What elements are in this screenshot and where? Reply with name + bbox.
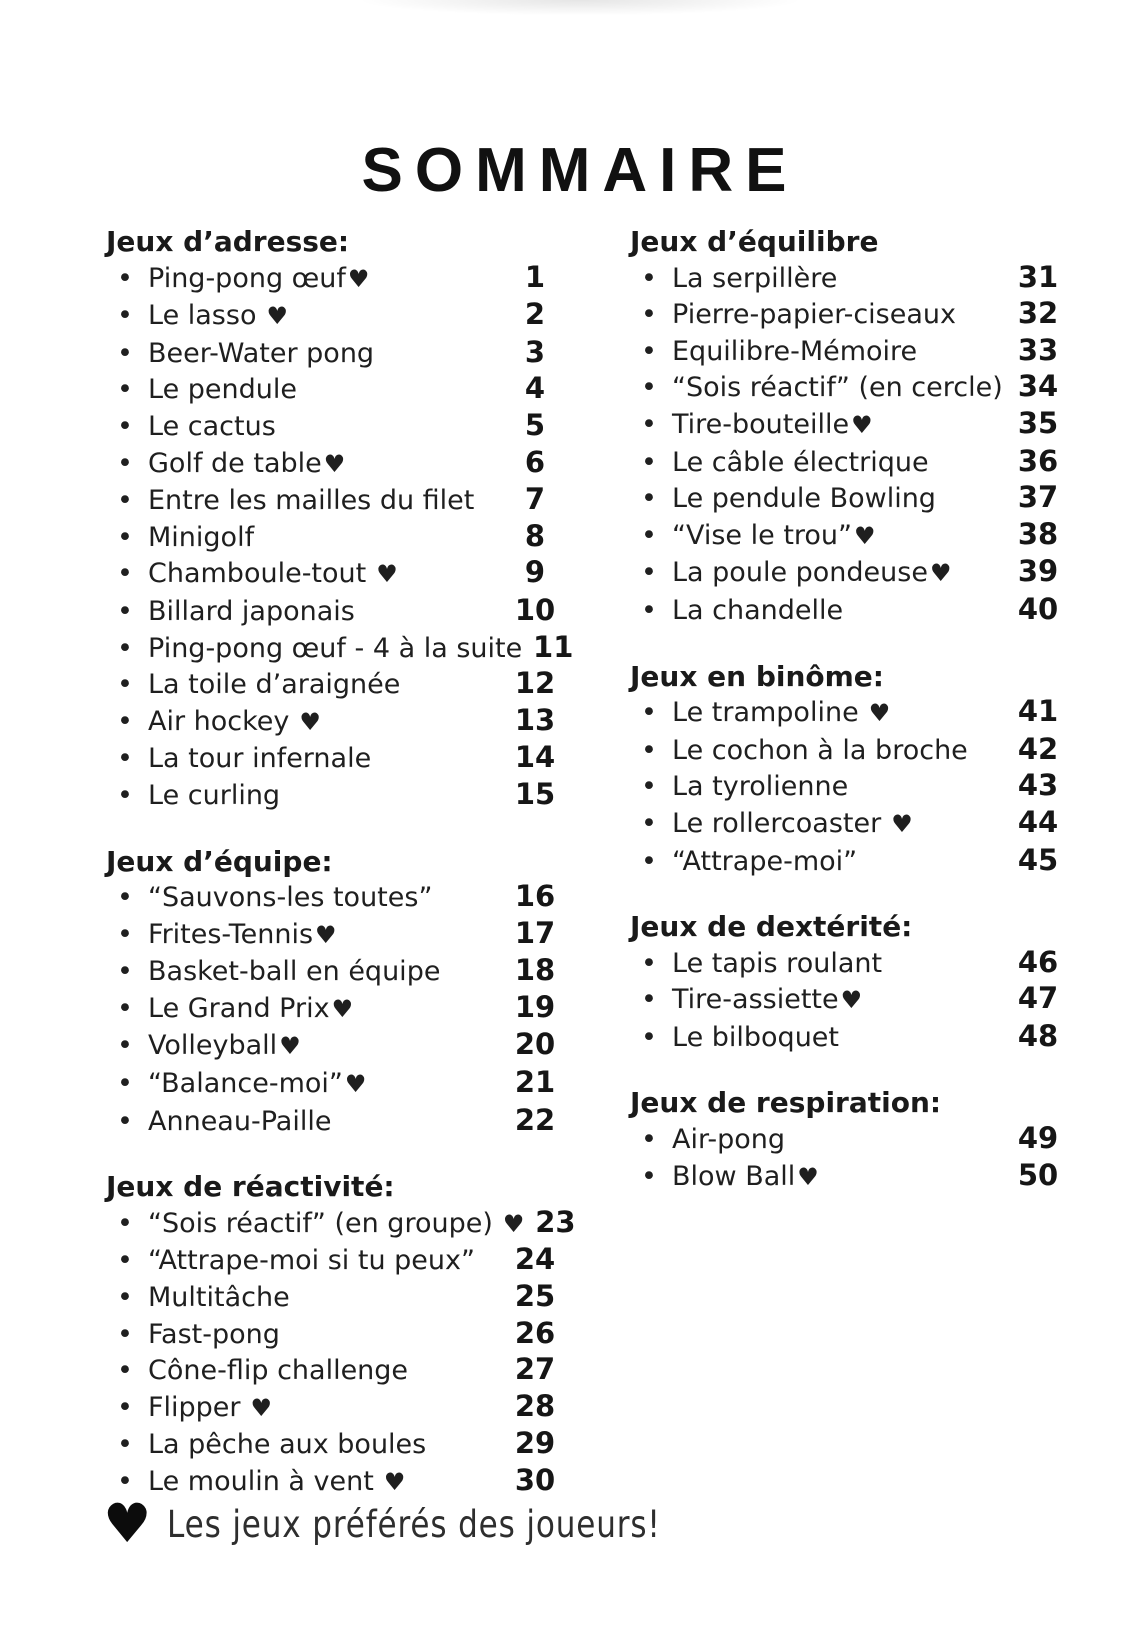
toc-item	[106, 953, 566, 990]
page-number: 15	[514, 776, 556, 811]
item-label: Le cactus	[148, 410, 276, 442]
section-heading: Jeux de dextérité:	[630, 910, 913, 944]
item-label: Equilibre-Mémoire	[672, 335, 918, 367]
toc-item	[630, 981, 1069, 1019]
item-label: Billard japonais	[148, 595, 355, 627]
item-label: “Sauvons-les toutes”	[148, 882, 433, 914]
bullet-icon: •	[117, 485, 133, 517]
bullet-icon: •	[117, 337, 133, 369]
toc-item	[106, 445, 566, 483]
item-label: “Attrape-moi si tu peux”	[148, 1245, 475, 1277]
toc-section	[630, 224, 1069, 629]
toc-item	[106, 1027, 566, 1065]
item-label: Cône-flip challenge	[148, 1355, 409, 1387]
item-label: Flipper ♥	[148, 1391, 273, 1423]
item-label: Basket-ball en équipe	[148, 956, 441, 988]
heart-icon: ♥	[376, 560, 398, 589]
item-label: Ping-pong œuf - 4 à la suite	[148, 632, 523, 664]
toc-section	[630, 659, 1069, 880]
item-label: La tyrolienne	[672, 771, 849, 803]
bullet-icon: •	[117, 1466, 133, 1497]
toc-section	[106, 224, 574, 814]
page-number: 13	[514, 702, 556, 737]
bullet-icon: •	[117, 918, 133, 950]
page-number: 50	[1017, 1157, 1059, 1192]
toc-item	[106, 519, 566, 556]
heart-icon: ♥	[383, 1468, 406, 1496]
bullet-icon: •	[641, 519, 657, 551]
bullet-icon: •	[117, 447, 133, 479]
bullet-icon: •	[641, 947, 657, 979]
heart-icon: ♥	[891, 809, 913, 838]
heart-icon: ♥	[854, 521, 876, 550]
bullet-icon: •	[641, 408, 657, 440]
page-number: 20	[514, 1027, 556, 1062]
item-label: Le curling	[148, 779, 281, 811]
toc-section	[630, 909, 1069, 1055]
toc-item	[106, 629, 574, 667]
page-number: 40	[1017, 591, 1059, 626]
item-label: Le rollercoaster ♥	[672, 807, 913, 839]
page-number: 39	[1017, 554, 1059, 589]
page-number: 4	[524, 371, 546, 406]
bullet-icon: •	[641, 807, 657, 839]
bullet-icon: •	[117, 262, 133, 294]
bullet-icon: •	[641, 1160, 657, 1192]
page-number: 48	[1017, 1018, 1059, 1053]
bullet-icon: •	[641, 734, 657, 766]
bullet-icon: •	[117, 992, 133, 1024]
bullet-icon: •	[117, 705, 133, 737]
toc-item	[630, 592, 1069, 629]
toc-item	[106, 335, 566, 372]
bullet-icon: •	[641, 697, 657, 729]
bullet-icon: •	[117, 956, 133, 988]
bullet-icon: •	[641, 557, 657, 589]
page-number: 26	[514, 1315, 556, 1350]
page-number: 10	[514, 592, 556, 627]
item-label: Le trampoline ♥	[672, 697, 891, 729]
toc-item	[630, 517, 1069, 555]
toc-item	[106, 740, 566, 777]
page-number: 35	[1017, 405, 1059, 440]
item-label: Le pendule Bowling	[672, 483, 936, 515]
toc-section	[106, 844, 566, 1140]
bullet-icon: •	[641, 1021, 657, 1053]
toc-item	[630, 333, 1069, 370]
toc-section	[630, 1085, 1069, 1195]
section-heading: Jeux de respiration:	[630, 1086, 942, 1120]
toc-item	[106, 777, 566, 814]
page-number: 19	[514, 989, 556, 1024]
bullet-icon: •	[117, 374, 133, 406]
page-title: SOMMAIRE	[361, 135, 799, 205]
page-number: 5	[524, 407, 546, 442]
bullet-icon: •	[641, 984, 657, 1016]
toc-item	[106, 666, 566, 703]
toc-item	[106, 1352, 566, 1389]
page-number: 31	[1017, 259, 1059, 294]
page-number: 21	[514, 1065, 556, 1100]
toc-item	[630, 1019, 1069, 1056]
toc-item	[106, 297, 566, 335]
page-number: 25	[514, 1279, 556, 1314]
item-label: Ping-pong œuf♥	[148, 262, 370, 294]
section-heading: Jeux de réactivité:	[106, 1170, 395, 1204]
page-number: 12	[514, 666, 556, 701]
bullet-icon: •	[641, 771, 657, 803]
item-label: Anneau-Paille	[148, 1105, 332, 1137]
section-heading: Jeux d’équipe:	[106, 844, 333, 878]
toc-item	[106, 482, 566, 519]
item-label: Le Grand Prix♥	[148, 992, 354, 1024]
heart-icon: ♥	[851, 410, 873, 439]
page-number: 17	[514, 915, 556, 950]
toc-item	[106, 1426, 566, 1463]
toc-item	[106, 371, 566, 408]
item-label: “Sois réactif” (en cercle)	[672, 372, 1003, 404]
page-number: 24	[514, 1242, 556, 1277]
page-number: 37	[1017, 480, 1059, 515]
item-label: Air hockey ♥	[148, 705, 321, 737]
toc-item	[106, 260, 566, 298]
page-number: 46	[1017, 944, 1059, 979]
item-label: Beer-Water pong	[148, 337, 375, 369]
page-number: 36	[1017, 443, 1059, 478]
page-number: 33	[1017, 332, 1059, 367]
bullet-icon: •	[641, 335, 657, 367]
bullet-icon: •	[117, 632, 133, 664]
item-label: Volleyball♥	[148, 1030, 301, 1062]
page-number: 43	[1017, 768, 1059, 803]
toc-item	[106, 593, 566, 630]
toc-item	[106, 1279, 566, 1316]
item-label: La toile d’araignée	[148, 669, 401, 701]
page-number: 27	[514, 1352, 556, 1387]
item-label: Le lasso ♥	[148, 300, 288, 332]
toc-column	[106, 224, 576, 1501]
item-label: Air-pong	[672, 1124, 785, 1156]
bullet-icon: •	[117, 300, 133, 332]
item-label: Pierre-papier-ciseaux	[672, 299, 957, 331]
toc-item	[106, 990, 566, 1028]
toc-item	[106, 1463, 566, 1501]
page-number: 22	[514, 1102, 556, 1137]
heart-icon: ♥	[323, 449, 346, 478]
item-label: Le cochon à la broche	[672, 734, 968, 766]
page-number: 8	[524, 518, 546, 553]
bullet-icon: •	[641, 299, 657, 331]
page-number: 6	[524, 444, 546, 479]
heart-icon: ♥	[103, 1492, 152, 1555]
item-label: “Attrape-moi”	[672, 845, 858, 877]
item-label: La chandelle	[672, 594, 844, 626]
toc-item	[630, 694, 1069, 732]
heart-icon: ♥	[502, 1209, 525, 1238]
item-label: Tire-assiette♥	[672, 984, 863, 1016]
toc-item	[630, 369, 1069, 406]
page-number: 14	[514, 740, 556, 775]
toc-item	[106, 1242, 566, 1279]
heart-icon: ♥	[344, 1070, 367, 1099]
toc-section	[106, 1169, 576, 1500]
toc-item	[106, 1103, 566, 1140]
bullet-icon: •	[117, 1429, 133, 1461]
page-number: 32	[1017, 296, 1059, 331]
section-heading: Jeux d’équilibre	[630, 225, 879, 258]
item-label: Fast-pong	[148, 1318, 280, 1350]
bullet-icon: •	[117, 595, 133, 627]
page-number: 47	[1017, 981, 1059, 1016]
page-top-shadow	[300, 0, 860, 18]
bullet-icon: •	[117, 779, 133, 811]
bullet-icon: •	[117, 1105, 133, 1137]
toc-item	[106, 916, 566, 954]
bullet-icon: •	[117, 521, 133, 553]
toc-item	[106, 1389, 566, 1427]
toc-item	[630, 296, 1069, 333]
toc-item	[630, 805, 1069, 843]
heart-icon: ♥	[266, 302, 288, 331]
heart-icon: ♥	[250, 1393, 273, 1422]
item-label: Le bilboquet	[672, 1021, 840, 1053]
toc-item	[630, 480, 1069, 517]
item-label: Multitâche	[148, 1282, 290, 1314]
item-label: Le moulin à vent ♥	[148, 1466, 406, 1497]
page-number: 1	[524, 259, 546, 294]
item-label: Minigolf	[148, 521, 255, 553]
heart-icon: ♥	[331, 994, 354, 1023]
page-number: 3	[524, 334, 546, 369]
toc-item	[630, 406, 1069, 444]
bullet-icon: •	[117, 1355, 133, 1387]
item-label: Tire-bouteille♥	[672, 408, 873, 440]
toc-column	[630, 224, 1069, 1195]
item-label: La serpillère	[672, 262, 838, 294]
bullet-icon: •	[117, 410, 133, 442]
heart-icon: ♥	[299, 707, 321, 736]
item-label: Entre les mailles du filet	[148, 485, 475, 517]
page-number: 23	[535, 1204, 576, 1239]
item-label: La tour infernale	[148, 743, 372, 775]
bullet-icon: •	[117, 558, 133, 590]
bullet-icon: •	[117, 1068, 133, 1100]
item-label: Le câble électrique	[672, 446, 929, 478]
toc-item	[630, 260, 1069, 297]
bullet-icon: •	[641, 594, 657, 626]
item-label: “Vise le trou”♥	[672, 519, 876, 551]
heart-icon: ♥	[347, 264, 370, 293]
toc-item	[630, 843, 1069, 880]
toc-item	[106, 879, 566, 916]
heart-icon: ♥	[315, 920, 337, 949]
page-number: 2	[524, 297, 546, 332]
bullet-icon: •	[117, 1391, 133, 1423]
page-number: 9	[524, 555, 546, 590]
item-label: “Balance-moi”♥	[148, 1068, 367, 1100]
bullet-icon: •	[117, 1207, 133, 1239]
page-number: 41	[1017, 694, 1059, 729]
toc-item	[630, 1158, 1069, 1196]
page-number: 11	[533, 629, 574, 664]
bullet-icon: •	[641, 262, 657, 294]
section-heading: Jeux d’adresse:	[106, 225, 350, 258]
item-label: La poule pondeuse♥	[672, 557, 952, 589]
bullet-icon: •	[117, 669, 133, 701]
heart-icon: ♥	[929, 559, 952, 588]
legend-footer	[103, 1492, 755, 1555]
bullet-icon: •	[641, 446, 657, 478]
bullet-icon: •	[641, 845, 657, 877]
heart-icon: ♥	[797, 1162, 819, 1191]
item-label: Frites-Tennis♥	[148, 918, 337, 950]
page-number: 28	[514, 1388, 556, 1423]
item-label: Le tapis roulant	[672, 947, 883, 979]
page-number: 42	[1017, 731, 1059, 766]
page-number: 7	[524, 482, 546, 517]
heart-icon: ♥	[279, 1032, 301, 1061]
heart-icon: ♥	[868, 699, 891, 728]
bullet-icon: •	[117, 1245, 133, 1277]
page-number: 45	[1017, 842, 1059, 877]
item-label: Chamboule-tout ♥	[148, 558, 398, 590]
page-number: 18	[514, 953, 556, 988]
page-number: 44	[1017, 804, 1059, 839]
toc-item	[630, 768, 1069, 805]
bullet-icon: •	[117, 743, 133, 775]
page-number: 49	[1017, 1121, 1059, 1156]
toc-item	[630, 444, 1069, 481]
toc-item	[106, 1065, 566, 1103]
bullet-icon: •	[117, 1282, 133, 1314]
page-number: 38	[1017, 516, 1059, 551]
item-label: La pêche aux boules	[148, 1429, 427, 1461]
page-number: 34	[1017, 369, 1059, 404]
page-number: 16	[514, 879, 556, 914]
page-number: 30	[514, 1463, 556, 1497]
bullet-icon: •	[117, 882, 133, 914]
bullet-icon: •	[117, 1318, 133, 1350]
toc-item	[106, 1316, 566, 1353]
toc-item	[106, 555, 566, 593]
bullet-icon: •	[641, 372, 657, 404]
bullet-icon: •	[641, 1124, 657, 1156]
toc-item	[106, 1204, 576, 1243]
heart-icon: ♥	[840, 986, 863, 1015]
bullet-icon: •	[641, 483, 657, 515]
legend-text: Les jeux préférés des joueurs!	[167, 1502, 662, 1546]
toc-item	[630, 1121, 1069, 1158]
bullet-icon: •	[117, 1030, 133, 1062]
toc-item	[630, 554, 1069, 592]
toc-item	[630, 732, 1069, 769]
toc-item	[106, 408, 566, 445]
item-label: Le pendule	[148, 374, 297, 406]
section-heading: Jeux en binôme:	[630, 659, 884, 693]
toc-item	[630, 945, 1069, 982]
item-label: Blow Ball♥	[672, 1160, 819, 1192]
page-number: 29	[514, 1426, 556, 1461]
item-label: Golf de table♥	[148, 447, 346, 479]
item-label: “Sois réactif” (en groupe) ♥	[148, 1207, 525, 1239]
toc-item	[106, 703, 566, 741]
